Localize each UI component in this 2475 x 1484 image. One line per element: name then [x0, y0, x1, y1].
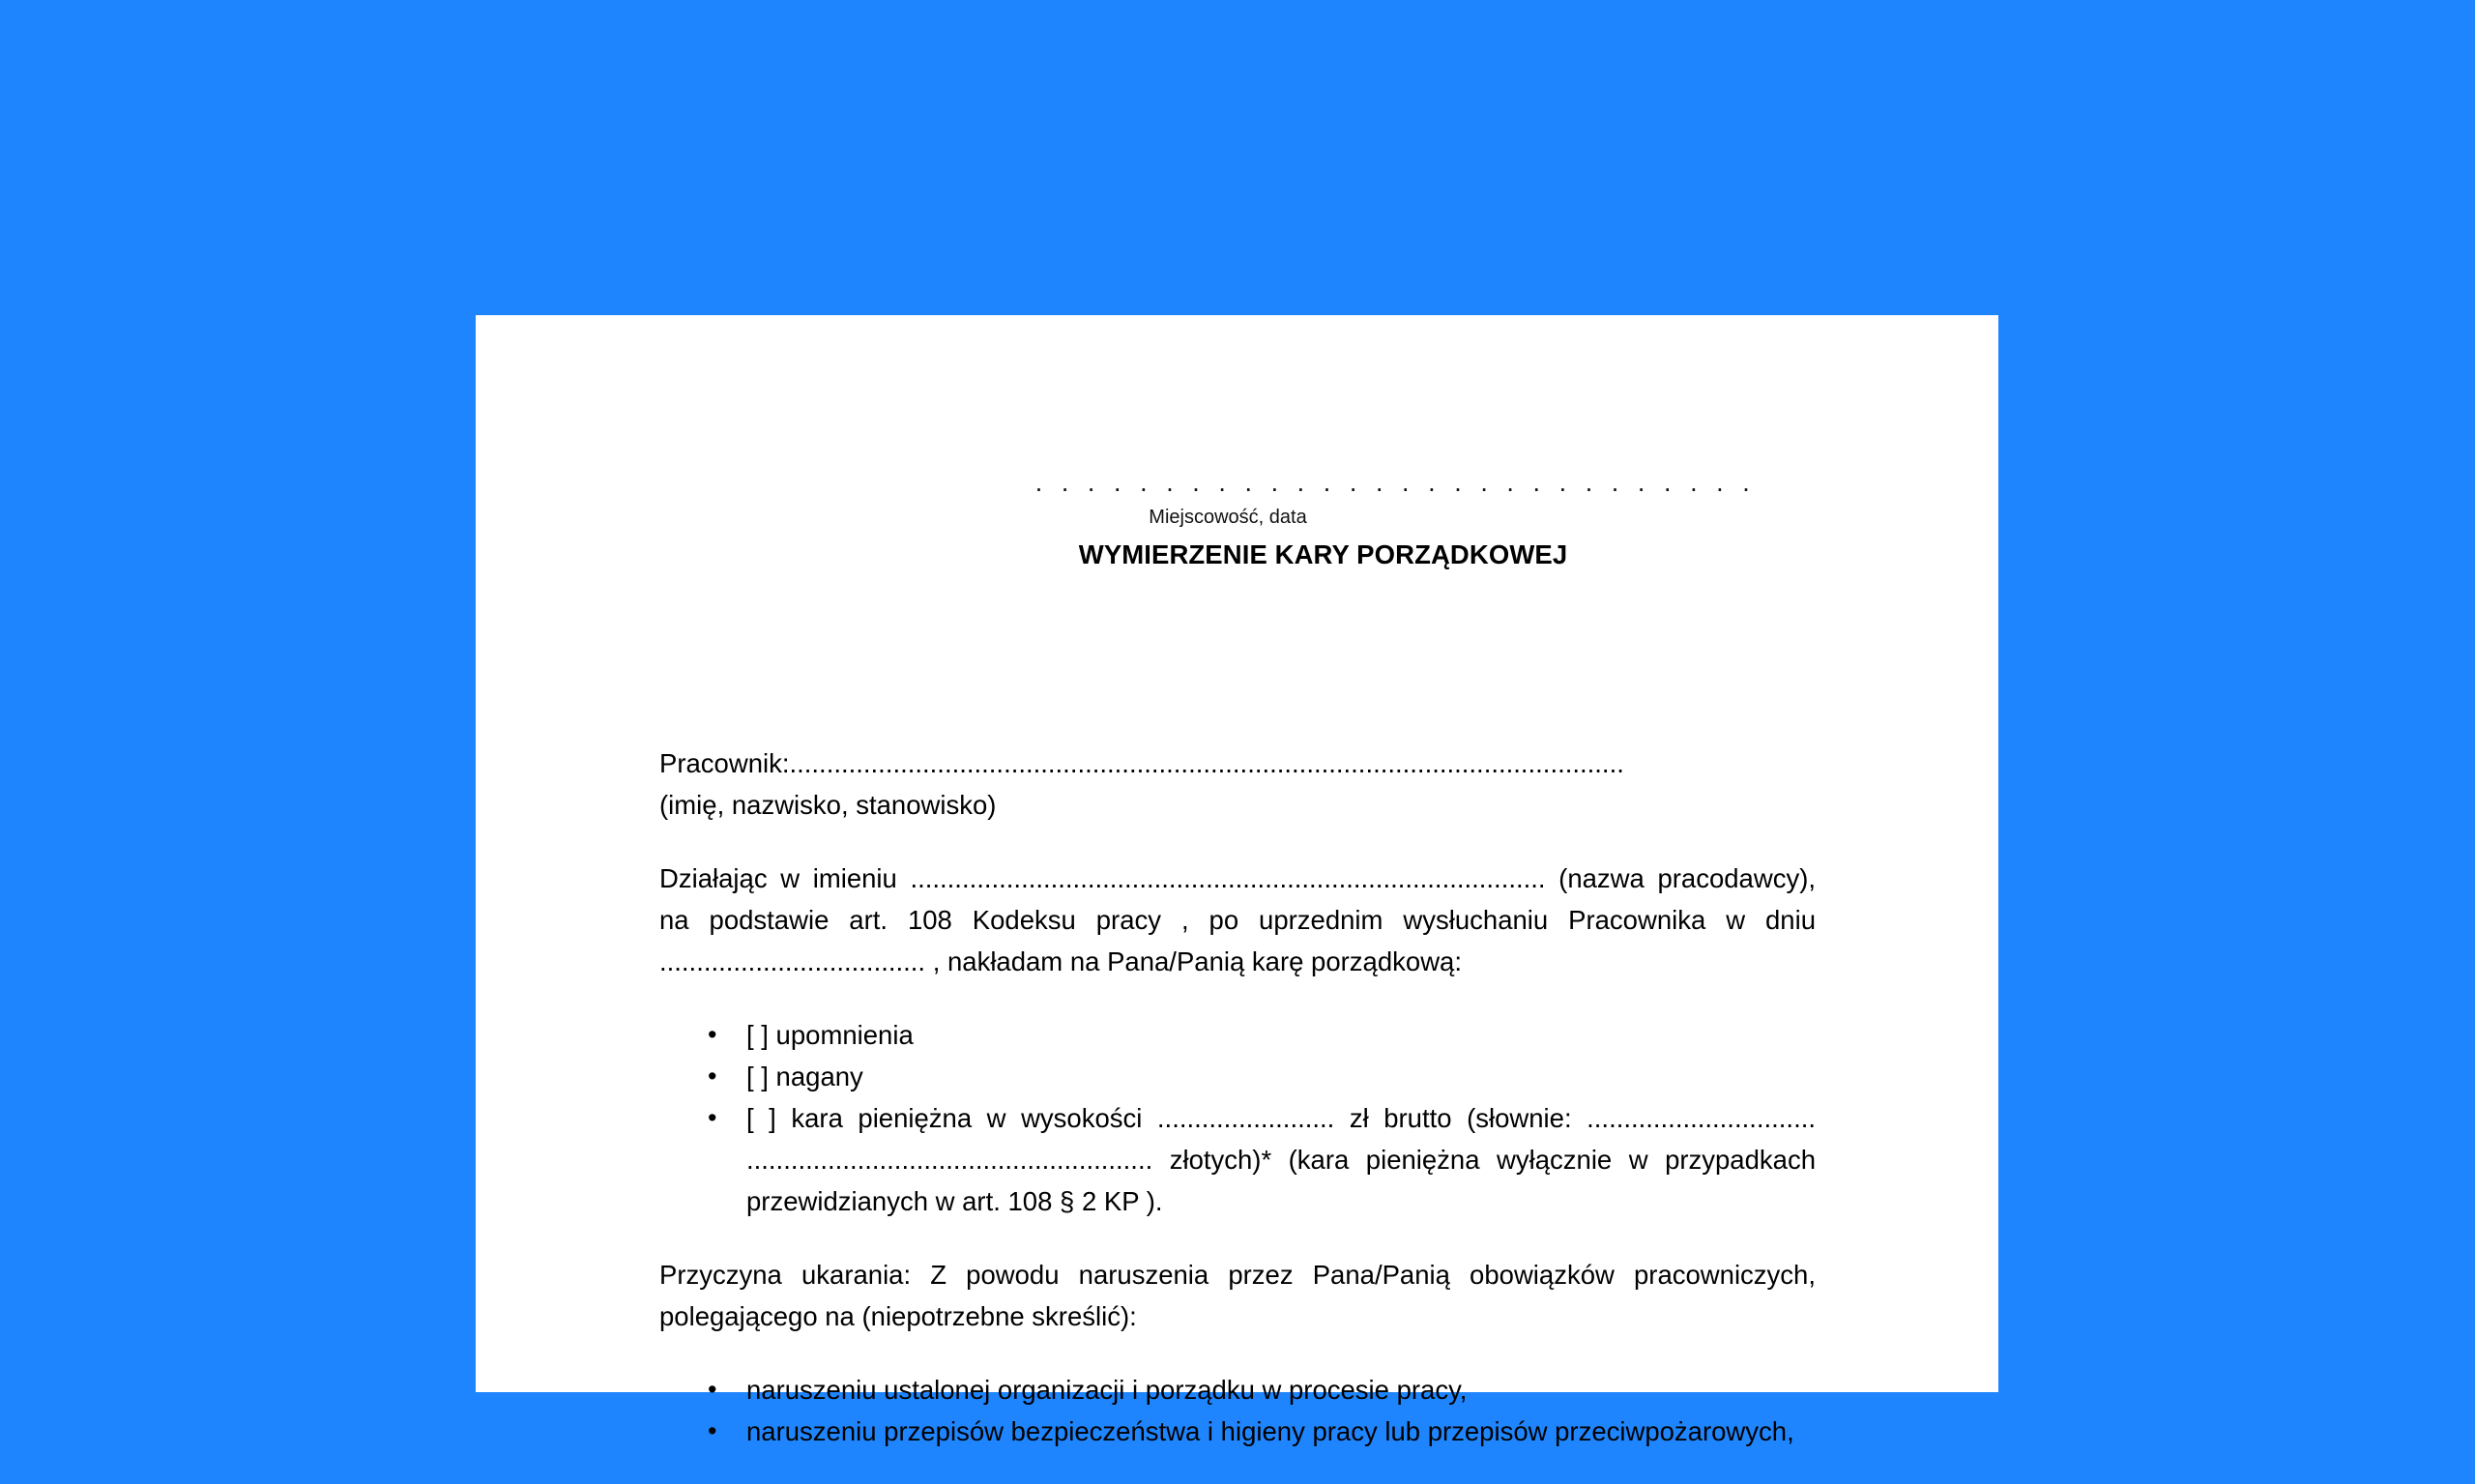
list-item: • [ ] kara pieniężna w wysokości ........................ zł brutto (słownie: ............................... ....................................................... złotych)* (kara pieniężna wyłącznie w przypadkach przewidzianych w art. 108 § 2 KP ). [659, 1097, 1816, 1222]
acting-on-behalf-paragraph: Działając w imieniu ...................................................................................... (nazwa pracodawcy), na podstawie art. 108 Kodeksu pracy , po uprzednim wysłuchaniu Pracownika w dniu .................................... , nakładam na Pana/Panią karę porządkową: [659, 863, 1816, 976]
document-page [476, 315, 1998, 1446]
list-item: • [ ] nagany [659, 1056, 1816, 1097]
penalty-options-list [659, 1014, 1816, 1222]
place-date-block [1034, 474, 1756, 530]
violation-options-list [659, 1369, 1816, 1452]
document-title: WYMIERZENIE KARY PORZĄDKOWEJ [1078, 539, 1568, 569]
employee-name-line: Pracownik:................................................................................................................. [659, 748, 1624, 778]
reason-of-penalty-paragraph: Przyczyna ukarania: Z powodu naruszenia przez Pana/Panią obowiązków pracowniczych, polegającego na (niepotrzebne skreślić): [659, 1260, 1816, 1331]
place-date-caption: Miejscowość, data [1149, 507, 1307, 528]
list-item: • [ ] upomnienia [659, 1014, 1816, 1056]
document-body [659, 742, 1816, 1484]
employee-name-hint: (imię, nazwisko, stanowisko) [659, 790, 997, 820]
list-item: • naruszeniu przepisów bezpieczeństwa i higieny pracy lub przepisów przeciwpożarowych, [659, 1411, 1816, 1452]
place-date-dotted-line: · · · · · · · · · · · · · · · · · · · · · · · · · · · · [1034, 474, 1756, 503]
list-item: • naruszeniu ustalonej organizacji i porządku w procesie pracy, [659, 1369, 1816, 1411]
